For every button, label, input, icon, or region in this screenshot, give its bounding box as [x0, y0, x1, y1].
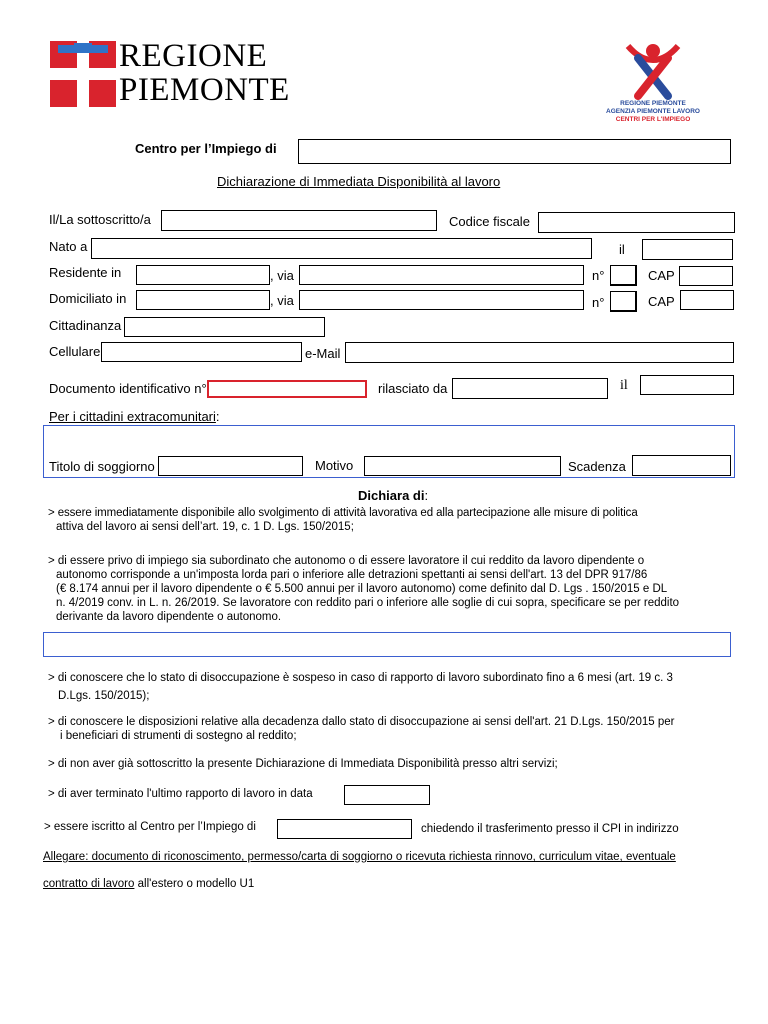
declaration-line: > essere immediatamente disponibile allo svolgimento di attività lavorativa ed alla partecipazione alle misure di politica — [48, 507, 638, 519]
residente-via-input[interactable] — [299, 265, 584, 285]
residente-cap-input[interactable] — [679, 266, 733, 286]
cellulare-label: Cellulare — [49, 344, 101, 359]
declaration-line: > di essere privo di impiego sia subordinato che autonomo o di essere lavoratore il cui reddito da lavoro dipendente o — [48, 555, 645, 567]
residente-label: Residente in — [49, 265, 122, 280]
agenzia-piemonte-lavoro-logo — [598, 42, 708, 126]
rilasciato-label: rilasciato da — [378, 381, 448, 396]
cpi-figure-icon — [618, 42, 688, 100]
declaration-line: attiva del lavoro ai sensi dell’art. 19, c. 1 D. Lgs. 150/2015; — [56, 521, 354, 533]
domiciliato-numero-input[interactable] — [610, 291, 637, 312]
domiciliato-cap-input[interactable] — [680, 290, 734, 310]
extracomunitari-colon: : — [215, 409, 220, 424]
scadenza-label: Scadenza — [568, 459, 626, 474]
logo-text-piemonte: PIEMONTE — [119, 72, 290, 108]
declaration-ultimo-rapporto: > di aver terminato l'ultimo rapporto di lavoro in data — [48, 788, 313, 800]
dichiara-heading-text: Dichiara di — [358, 488, 425, 503]
declaration-line: i beneficiari di strumenti di sostegno al reddito; — [60, 730, 297, 742]
domiciliato-via-label: , via — [270, 293, 294, 308]
residente-numero-label: n° — [592, 268, 605, 283]
rilasciato-input[interactable] — [452, 378, 608, 399]
allegare-note-line2 — [43, 877, 254, 891]
declaration-decadenza — [48, 715, 688, 743]
sottoscritto-input[interactable] — [161, 210, 437, 231]
nato-a-input[interactable] — [91, 238, 592, 259]
allegare-contratto: contratto di lavoro — [43, 878, 135, 890]
titolo-soggiorno-input[interactable] — [158, 456, 303, 476]
declaration-non-sottoscritto: > di non aver già sottoscritto la presente Dichiarazione di Immediata Disponibilità presso altri servizi; — [48, 758, 558, 770]
documento-input[interactable] — [207, 380, 367, 398]
domiciliato-cap-label: CAP — [648, 294, 675, 309]
codice-fiscale-label: Codice fiscale — [449, 214, 530, 229]
residente-numero-input[interactable] — [610, 265, 637, 286]
declaration-sospensione — [48, 669, 688, 705]
declaration-trasferimento-label: chiedendo il trasferimento presso il CPI in indirizzo — [421, 823, 679, 835]
declaration-line: autonomo corrisponde a un'imposta lorda pari o inferiore alle detrazioni spettanti ai sensi dell'art. 13 del DPR 917/86 — [56, 569, 648, 581]
cellulare-input[interactable] — [101, 342, 302, 362]
piemonte-flag-icon — [50, 41, 116, 107]
cittadinanza-input[interactable] — [124, 317, 325, 337]
declaration-line: > di conoscere le disposizioni relative alla decadenza dallo stato di disoccupazione ai sensi dell'art. 21 D.Lgs. 150/2015 per — [48, 716, 675, 728]
scadenza-input[interactable] — [632, 455, 731, 476]
cpi-precedente-input[interactable] — [277, 819, 412, 839]
declaration-privo-impiego — [48, 554, 688, 624]
declaration-line: (€ 8.174 annui per il lavoro dipendente o € 5.500 annui per il lavoro autonomo) come definito dal D. Lgs . 150/2015 e DL — [56, 583, 668, 595]
residente-comune-input[interactable] — [136, 265, 270, 285]
data-rilascio-input[interactable] — [640, 375, 734, 395]
documento-label: Documento identificativo n° — [49, 381, 207, 396]
declaration-disponibilita — [48, 506, 688, 534]
data-nascita-label: il — [619, 242, 625, 257]
domiciliato-via-input[interactable] — [299, 290, 584, 310]
domiciliato-comune-input[interactable] — [136, 290, 270, 310]
residente-cap-label: CAP — [648, 268, 675, 283]
codice-fiscale-input[interactable] — [538, 212, 735, 233]
motivo-input[interactable] — [364, 456, 561, 476]
allegare-note: Allegare: documento di riconoscimento, permesso/carta di soggiorno o ricevuta richiesta rinnovo, curriculum vitae, eventuale — [43, 851, 676, 863]
declaration-line: derivante da lavoro dipendente o autonomo. — [56, 611, 282, 623]
logo-text-regione: REGIONE — [119, 38, 268, 74]
reddito-specifica-input[interactable] — [43, 632, 731, 657]
data-rilascio-label: il — [620, 378, 628, 393]
cittadinanza-label: Cittadinanza — [49, 318, 122, 333]
allegare-estero: all'estero o modello U1 — [134, 878, 255, 890]
extracomunitari-heading-text: Per i cittadini extracomunitari — [49, 409, 216, 424]
email-label: e-Mail — [305, 346, 341, 361]
data-nascita-input[interactable] — [642, 239, 733, 260]
dichiara-colon: : — [424, 488, 429, 503]
declaration-iscritto-label: > essere iscritto al Centro per l’Impiego di — [44, 821, 256, 833]
centro-impiego-label: Centro per l’Impiego di — [135, 141, 277, 156]
declaration-line: n. 4/2019 conv. in L. n. 26/2019. Se lavoratore con reddito pari o inferiore alle soglie di cui sopra, specificare se per reddito — [56, 597, 680, 609]
logo-right-line1: REGIONE PIEMONTE — [620, 100, 686, 107]
sottoscritto-label: Il/La sottoscritto/a — [49, 212, 151, 227]
logo-right-line2: AGENZIA PIEMONTE LAVORO — [606, 108, 700, 115]
email-input[interactable] — [345, 342, 734, 363]
declaration-line: D.Lgs. 150/2015); — [58, 690, 150, 702]
motivo-label: Motivo — [315, 458, 354, 473]
form-title: Dichiarazione di Immediata Disponibilità al lavoro — [217, 174, 501, 189]
residente-via-label: , via — [270, 268, 294, 283]
domiciliato-numero-label: n° — [592, 295, 605, 310]
declaration-line: > di conoscere che lo stato di disoccupazione è sospeso in caso di rapporto di lavoro subordinato fino a 6 mesi (art. 19 c. 3 — [48, 672, 673, 684]
domiciliato-label: Domiciliato in — [49, 291, 127, 306]
regione-piemonte-logo — [50, 38, 290, 108]
ultimo-rapporto-data-input[interactable] — [344, 785, 430, 805]
logo-right-line3: CENTRI PER L'IMPIEGO — [615, 116, 691, 123]
dichiara-heading — [358, 488, 428, 503]
nato-a-label: Nato a — [49, 239, 88, 254]
centro-impiego-input[interactable] — [298, 139, 731, 164]
titolo-soggiorno-label: Titolo di soggiorno — [49, 459, 155, 474]
extracomunitari-heading — [49, 409, 220, 424]
